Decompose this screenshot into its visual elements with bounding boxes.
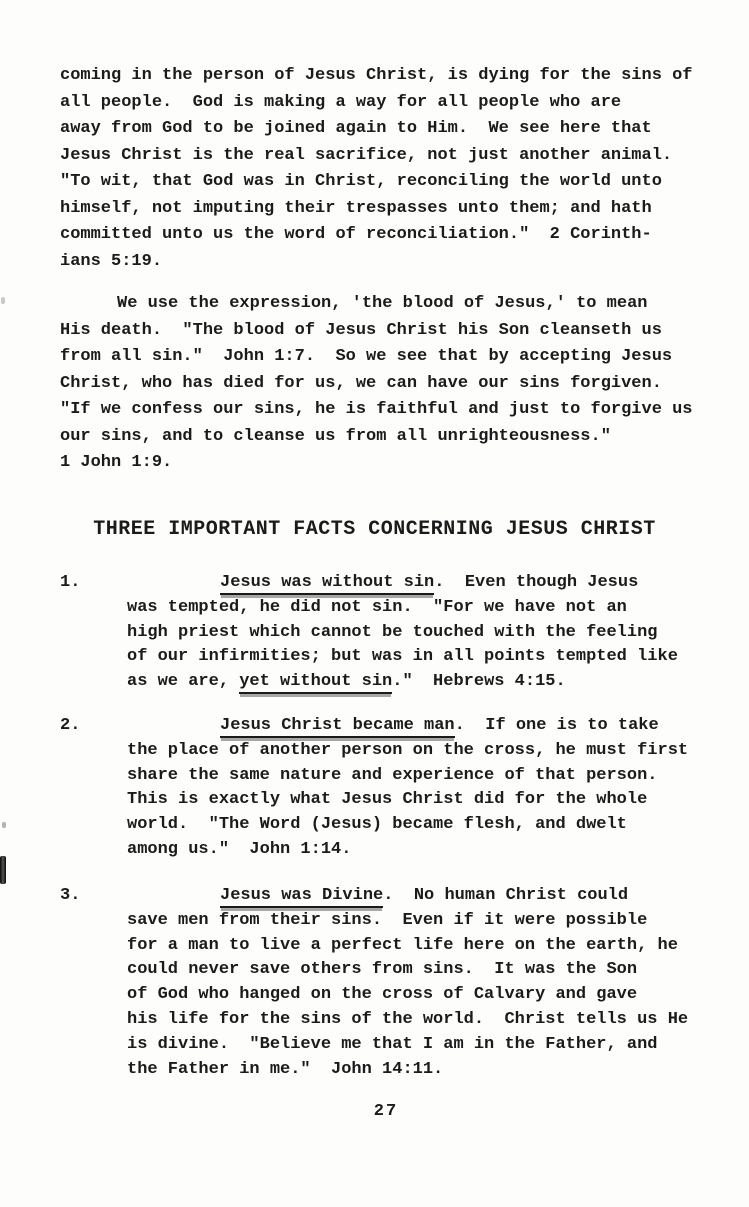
body-paragraph-2: We use the expression, 'the blood of Jesus,' to mean His death. "The blood of Jesus Christ his Son cleanseth us from all sin." John 1:7. So we see that by accepting Jesus Christ, who has died for us, we can have our sins forgiven. "If we confess our sins, he is faithful and just to forgive us our sins, and to cleanse us from all unrighteousness." 1 John 1:9. <box>60 294 693 472</box>
scan-mark-ink-speck <box>2 822 6 828</box>
item-number: 3. <box>60 886 81 905</box>
scan-mark-ink-speck <box>1 297 5 304</box>
item-number: 1. <box>60 573 81 592</box>
scan-mark-margin-bar <box>0 856 6 884</box>
list-item-2 <box>60 714 726 863</box>
item-number: 2. <box>60 716 81 735</box>
section-heading: THREE IMPORTANT FACTS CONCERNING JESUS CHRIST <box>93 518 656 541</box>
item-text: Jesus was without sin. Even though Jesus was tempted, he did not sin. "For we have not an high priest which cannot be touched with the feeling of our infirmities; but was in all points tempted like as we are, yet without sin." Hebrews 4:15. <box>127 571 726 695</box>
item-text: Jesus Christ became man. If one is to take the place of another person on the cross, he must first share the same nature and experience of that person. This is exactly what Jesus Christ did for the whole world. "The Word (Jesus) became flesh, and dwelt among us." John 1:14. <box>127 716 689 859</box>
underlined-phrase: Jesus Christ became man <box>220 716 455 738</box>
underlined-phrase: yet without sin <box>239 672 392 694</box>
underlined-phrase: Jesus was without sin <box>220 573 434 595</box>
list-item-3 <box>60 884 726 1082</box>
list-item-1 <box>60 571 726 695</box>
item-text: Jesus was Divine. No human Christ could save men from their sins. Even if it were possible for a man to live a perfect life here on the earth, he could never save others from sins. It was the Son of God who hanged on the cross of Calvary and gave his life for the sins of the world. Christ tells us He is divine. "Believe me that I am in the Father, and the Father in me." John 14:11. <box>127 886 689 1079</box>
body-paragraph-1: coming in the person of Jesus Christ, is dying for the sins of all people. God is making a way for all people who are away from God to be joined again to Him. We see here that Jesus Christ is the real sacrifice, not just another animal. "To wit, that God was in Christ, reconciling the world unto himself, not imputing their trespasses unto them; and hath committed unto us the word of reconciliation." 2 Corinth- ians 5:19. <box>60 66 693 271</box>
page-number: 27 <box>373 1102 399 1121</box>
underlined-phrase: Jesus was Divine <box>220 886 383 908</box>
